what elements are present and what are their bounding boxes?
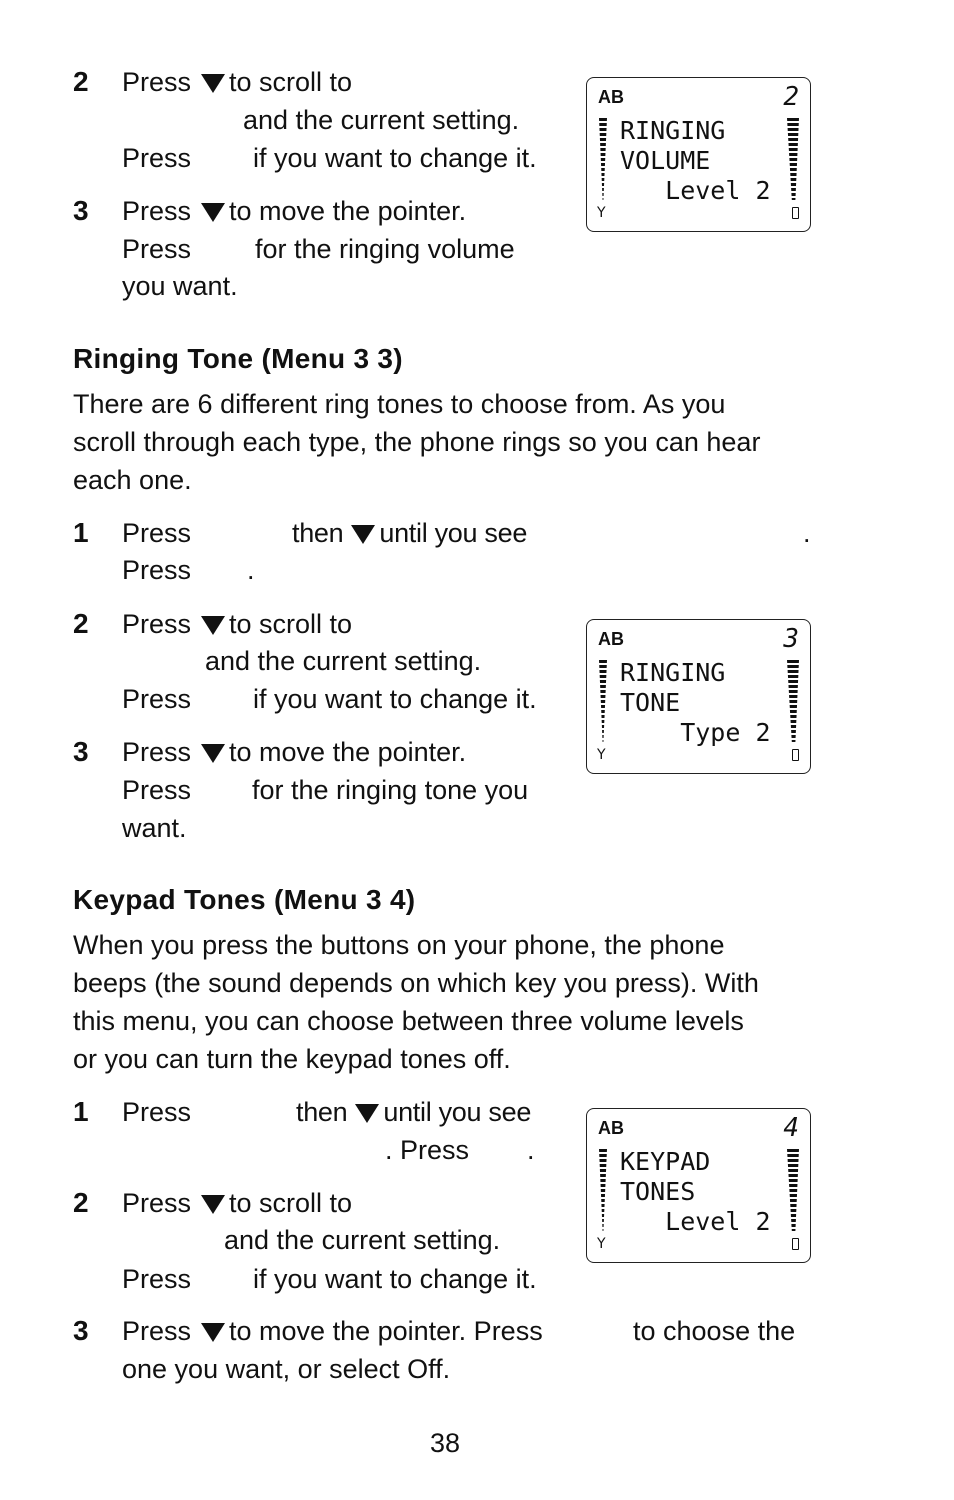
battery-bar-icon [787,660,799,742]
display-line: VOLUME [620,146,711,175]
step-line: and the current setting. [243,105,520,135]
step-line: Press [122,234,192,264]
step-line: Press to move the pointer. [122,737,467,767]
display-line: TONE [620,688,681,717]
section-heading: Ringing Tone (Menu 3 3) [73,343,403,374]
step-number: 3 [73,736,89,767]
step-line: Press [122,1264,192,1294]
step-number: 3 [73,195,89,226]
down-triangle-icon [351,525,375,544]
display-line: Level 2 [620,176,771,205]
step-line: Press [122,1097,192,1127]
antenna-icon: Y [597,1236,606,1252]
display-ab-label: AB [598,1118,624,1138]
battery-bar-icon [787,1149,799,1231]
display-ab-label: AB [598,87,624,107]
down-triangle-icon [201,203,225,222]
step-line: . Press [385,1135,470,1165]
down-triangle-icon [201,616,225,635]
paragraph-line: There are 6 different ring tones to choose from. As you [73,389,726,419]
display-line: TONES [620,1177,696,1206]
display-line: RINGING [620,658,726,687]
display-line: Level 2 [620,1207,771,1236]
step-line: Press [122,775,192,805]
step-line: one you want, or select Off. [122,1354,451,1384]
step-line: Press to move the pointer. [122,196,467,226]
step-line: . [527,1135,535,1165]
step-line: to choose the [633,1316,796,1346]
display-menu-number: 4 [783,1113,799,1143]
step-line: Press [122,518,192,548]
step-number: 2 [73,66,89,97]
section-heading: Keypad Tones (Menu 3 4) [73,884,416,915]
step-line: Press to scroll to [122,1188,353,1218]
step-line: then until you see [292,518,528,548]
paragraph-line: When you press the buttons on your phone, the phone [73,930,725,960]
step-line: and the current setting. [224,1225,501,1255]
step-number: 3 [73,1315,89,1346]
antenna-icon: Y [597,205,606,221]
step-line: Press [122,684,192,714]
step-line: you want. [122,271,238,301]
step-number: 1 [73,1096,89,1127]
battery-icon [792,749,799,761]
signal-bar-icon [599,1149,607,1231]
step-line: and the current setting. [205,646,482,676]
antenna-icon: Y [597,747,606,763]
step-number: 1 [73,517,89,548]
display-ab-label: AB [598,629,624,649]
step-line: for the ringing tone you [252,775,529,805]
step-line: then until you see [296,1097,532,1127]
down-triangle-icon [201,74,225,93]
step-line: Press to move the pointer. Press [122,1316,543,1346]
paragraph-line: each one. [73,465,192,495]
display-menu-number: 2 [783,82,799,112]
down-triangle-icon [201,744,225,763]
signal-bar-icon [599,118,607,200]
step-line: if you want to change it. [253,1264,537,1294]
page-number: 38 [429,1428,461,1458]
step-line: want. [122,813,187,843]
step-line: if you want to change it. [253,143,537,173]
display-menu-number: 3 [783,624,799,654]
step-line: Press to scroll to [122,67,353,97]
step-line: if you want to change it. [253,684,537,714]
display-line: Type 2 [620,718,771,747]
step-number: 2 [73,608,89,639]
paragraph-line: beeps (the sound depends on which key you press). With [73,968,759,998]
step-line: for the ringing volume [255,234,515,264]
step-line: Press to scroll to [122,609,353,639]
battery-bar-icon [787,118,799,200]
paragraph-line: or you can turn the keypad tones off. [73,1044,511,1074]
down-triangle-icon [201,1195,225,1214]
paragraph-line: this menu, you can choose between three volume levels [73,1006,744,1036]
step-line: Press [122,143,192,173]
phone-display [586,619,811,774]
step-number: 2 [73,1187,89,1218]
paragraph-line: scroll through each type, the phone rings so you can hear [73,427,761,457]
step-line: . [247,555,255,585]
signal-bar-icon [599,660,607,742]
battery-icon [792,207,799,219]
phone-display [586,1108,811,1263]
display-line: KEYPAD [620,1147,711,1176]
display-line: RINGING [620,116,726,145]
down-triangle-icon [201,1323,225,1342]
phone-display [586,77,811,232]
step-line: . [803,518,811,548]
down-triangle-icon [355,1104,379,1123]
battery-icon [792,1238,799,1250]
step-line: Press [122,555,192,585]
